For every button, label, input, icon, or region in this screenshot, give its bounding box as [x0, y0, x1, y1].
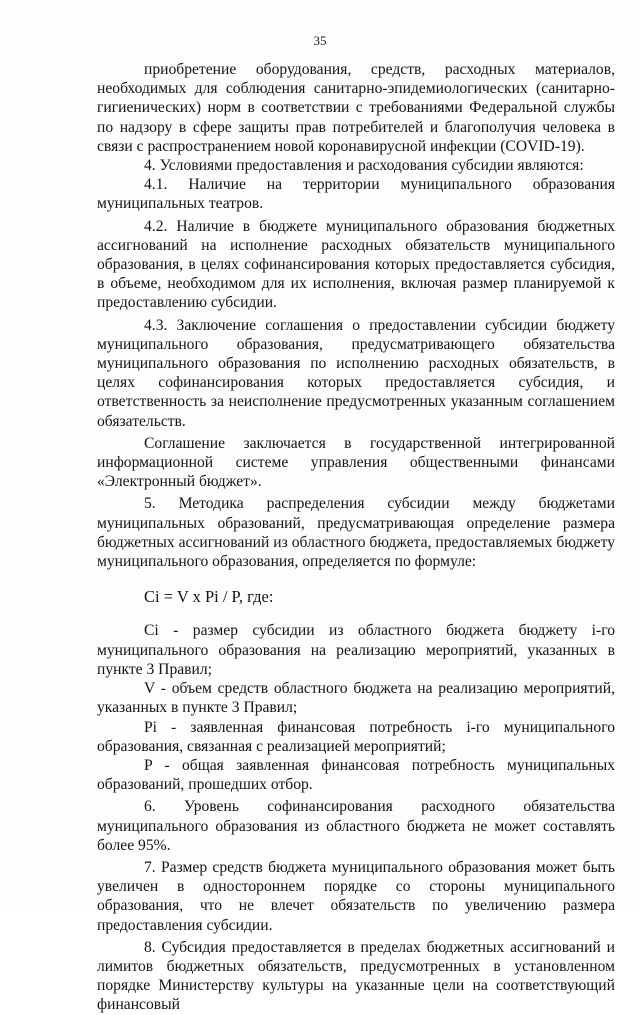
definition-ci: Ci - размер субсидии из областного бюджета бюджету i-го муниципального образования на реализацию мероприятий, указанных в пункте 3 Правил; [97, 622, 615, 678]
paragraph-condition-4-1: 4.1. Наличие на территории муниципального образования муниципальных театров. [97, 176, 615, 213]
paragraph-cofinancing-level: 6. Уровень софинансирования расходного обязательства муниципального образования из областного бюджета не может составлять более 95%. [97, 798, 615, 854]
definition-v: V - объем средств областного бюджета на реализацию мероприятий, указанных в пункте 3 Правил; [97, 680, 615, 717]
paragraph-condition-4-2: 4.2. Наличие в бюджете муниципального образования бюджетных ассигнований на исполнение расходных обязательств муниципального образования, в целях софинансирования которых предоставляется субсидия, в объеме, необходимом для их исполнения, включая размер планируемой к предоставлению субсидии. [97, 217, 615, 312]
document-body [97, 60, 615, 1015]
paragraph-budget-increase: 7. Размер средств бюджета муниципального образования может быть увеличен в одностороннем порядке со стороны муниципального образования, что не влечет обязательств по увеличению размера предоставления субсидии. [97, 858, 615, 934]
page-number: 35 [313, 33, 327, 48]
paragraph-methodology: 5. Методика распределения субсидии между бюджетами муниципальных образований, предусматривающая определение размера бюджетных ассигнований из областного бюджета, предоставляемых бюджету муниципального образования, определяется по формуле: [97, 495, 615, 571]
paragraph-agreement: Соглашение заключается в государственной интегрированной информационной системе управления общественными финансами «Электронный бюджет». [97, 434, 615, 491]
paragraph-subsidy-limits: 8. Субсидия предоставляется в пределах бюджетных ассигнований и лимитов бюджетных обязательств, предусмотренных в установленном порядке Министерству культуры на указанные цели на соответствующий финансовый [97, 938, 615, 1014]
formula: Ci = V x Pi / P, где: [144, 587, 274, 607]
paragraph-condition-4-3: 4.3. Заключение соглашения о предоставлении субсидии бюджету муниципального образования, предусматривающего обязательства муниципального образования по исполнению расходных обязательств, в целях софинансирования которых предоставляется субсидия, и ответственность за неисполнение предусмотренных указанным соглашением обязательств. [97, 316, 615, 430]
paragraph-equipment: приобретение оборудования, средств, расходных материалов, необходимых для соблюдения санитарно-эпидемиологических (санитарно-гигиенических) норм в соответствии с требованиями Федеральной службы по надзору в сфере защиты прав потребителей и благополучия человека в связи с распространением новой коронавирусной инфекции (COVID-19). [97, 61, 615, 155]
definition-pi: Pi - заявленная финансовая потребность i-го муниципального образования, связанная с реализацией мероприятий; [97, 718, 615, 755]
paragraph-conditions-heading: 4. Условиями предоставления и расходования субсидии являются: [144, 157, 584, 175]
definition-p: P - общая заявленная финансовая потребность муниципальных образований, прошедших отбор. [97, 756, 615, 794]
